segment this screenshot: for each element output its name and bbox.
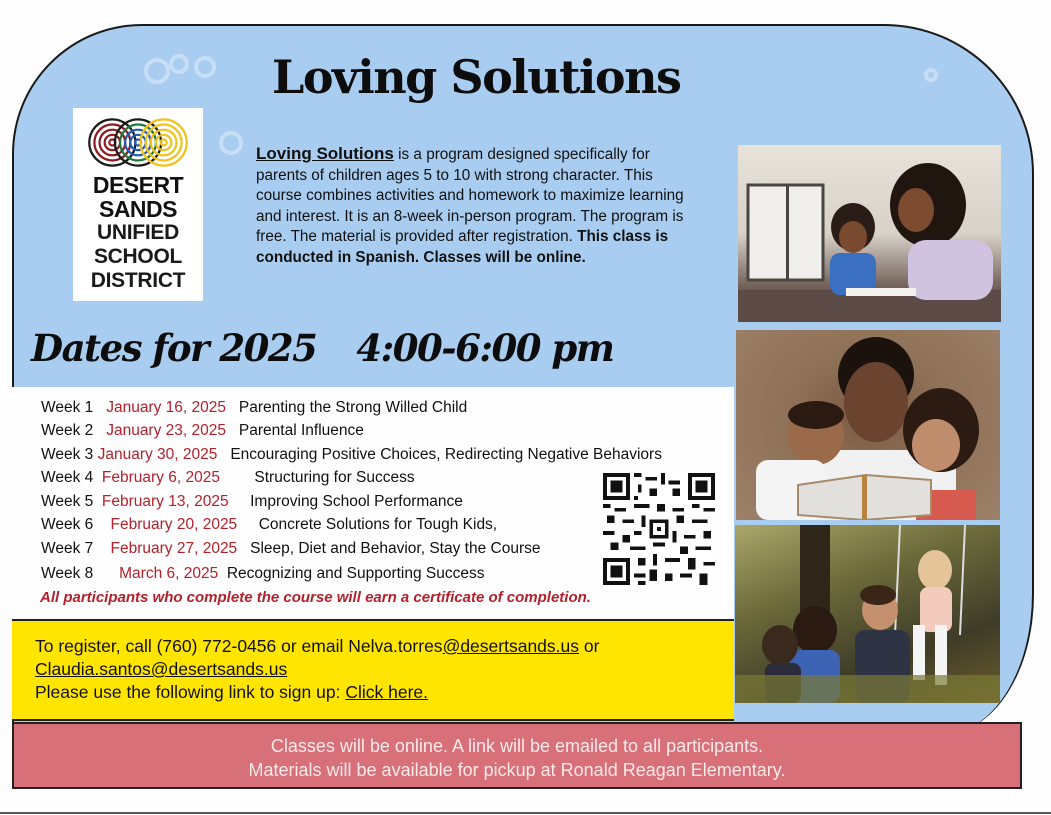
email-link-claudia[interactable]: Claudia.santos@desertsands.us [35,659,288,679]
decorative-bubble-icon [144,58,170,84]
week-label: Week 1 [41,399,94,416]
session-topic: Encouraging Positive Choices, Redirecting Negative Behaviors [230,446,662,463]
photo-illustration-icon [736,330,1000,520]
decorative-bubble-icon [194,56,216,78]
description-body: is a program designed specifically for parents of children ages 5 to 10 with strong character. This course combines activities and homework to maximize learning and interest. It is an 8-week in-person program. The program is free. The material is provided after registration. [256,146,684,245]
session-date: January 16, 2025 [106,399,226,416]
week-label: Week 5 [41,493,94,510]
decorative-bubble-icon [169,54,189,74]
register-line-2 [35,658,734,681]
week-label: Week 6 [41,516,94,533]
session-date: January 23, 2025 [106,422,226,439]
schedule-row [41,396,467,419]
session-date: February 6, 2025 [101,469,220,486]
week-label: Week 2 [41,422,94,439]
session-date: February 20, 2025 [110,516,238,533]
logo-line: DESERT [92,172,184,198]
certificate-note: All participants who complete the course will earn a certificate of completion. [40,589,591,606]
page-title: Loving Solutions [272,50,681,104]
schedule-row [41,443,662,466]
photo-mother-daughter-homework [738,145,1001,322]
qr-code-icon[interactable] [603,473,715,585]
signup-text: Please use the following link to sign up: [35,682,346,702]
dates-label: Dates for 2025 [31,326,317,370]
week-label: Week 4 [41,469,94,486]
session-topic: Parental Influence [238,422,364,439]
program-description [256,144,696,268]
schedule-row [41,419,364,442]
session-topic: Improving School Performance [250,493,463,510]
footer-line-pickup: Materials will be available for pickup at Ronald Reagan Elementary. [248,760,786,780]
session-date: February 13, 2025 [101,493,229,510]
session-topic: Concrete Solutions for Tough Kids, [258,516,498,533]
signup-link[interactable]: Click here. [345,682,428,702]
photo-illustration-icon [738,145,1001,322]
footer-line-online: Classes will be online. A link will be emailed to all participants. [270,736,764,756]
photo-father-reading [736,330,1000,520]
week-label: Week 8 [41,565,94,582]
district-logo [73,108,203,301]
concentric-rings-icon [79,116,197,169]
logo-wordmark [91,173,185,293]
logo-line: SANDS [98,196,177,222]
schedule-row [41,562,484,585]
week-label: Week 3 [41,446,94,463]
schedule-row [41,513,497,536]
footer-banner [12,722,1022,789]
decorative-bubble-icon [924,68,938,82]
class-time: 4:00-6:00 pm [356,326,614,370]
schedule-row [41,537,540,560]
session-topic: Sleep, Diet and Behavior, Stay the Course [250,540,541,557]
register-line-1 [35,635,734,658]
program-name: Loving Solutions [256,144,394,163]
register-phone-text: To register, call (760) 772-0456 or email Nelva.torres [35,636,443,656]
schedule-row [41,466,415,489]
register-line-3 [35,681,734,704]
logo-line: SCHOOL [93,245,183,268]
logo-line: DISTRICT [90,269,186,292]
week-label: Week 7 [41,540,94,557]
photo-illustration-icon [735,525,1000,703]
schedule-row [41,490,463,513]
register-or-text: or [579,636,600,656]
session-topic: Parenting the Strong Willed Child [238,399,468,416]
session-topic: Structuring for Success [254,469,415,486]
session-date: March 6, 2025 [119,565,219,582]
session-topic: Recognizing and Supporting Success [226,565,485,582]
language-note: This class is conducted in Spanish. Classes will be online. [256,228,669,266]
session-date: February 27, 2025 [110,540,238,557]
email-link-nelva[interactable]: @desertsands.us [442,636,580,656]
session-date: January 30, 2025 [97,446,218,463]
page-bottom-divider [0,812,1051,814]
logo-line: UNIFIED [97,221,179,244]
photo-family-swing [735,525,1000,703]
registration-panel [12,619,734,721]
decorative-bubble-icon [219,131,243,155]
dates-heading [31,326,613,370]
